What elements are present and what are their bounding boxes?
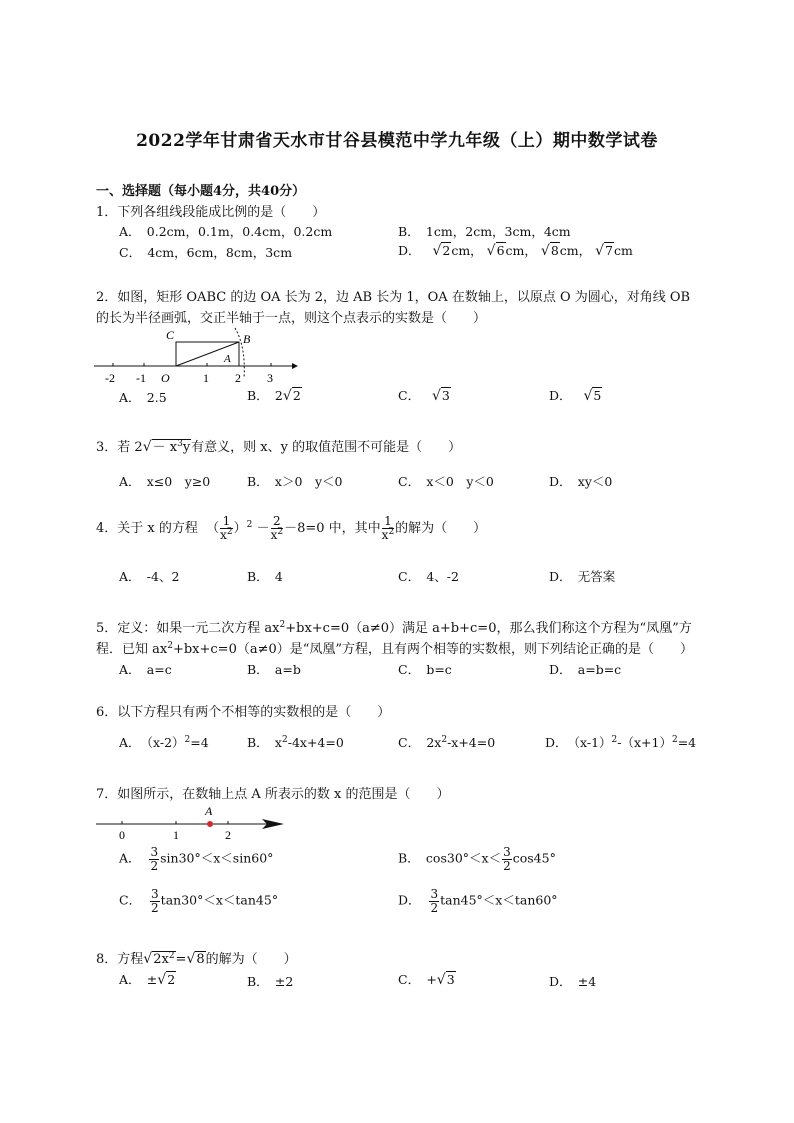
question-8-option-d: D． ±4 (549, 974, 597, 989)
fig-label-c: C (166, 328, 175, 342)
question-7-stem: 7．如图所示，在数轴上点 A 所表示的数 x 的范围是（ ） (96, 787, 450, 802)
fig-tick-minus-1: -1 (136, 371, 146, 385)
question-3-option-a: A． x≤0 y≥0 (119, 474, 211, 489)
question-3-option-b: B． x＞0 y＜0 (247, 474, 343, 489)
question-2-option-b: B． 2√2 (247, 388, 301, 404)
question-4-option-d: D． 无答案 (549, 569, 616, 584)
question-1-option-c: C． 4cm，6cm，8cm，3cm (119, 245, 293, 260)
question-8-option-b: B． ±2 (247, 974, 294, 989)
question-2-option-c: C． √3 (398, 388, 450, 404)
question-6-option-b: B． $x^2-4x+4=0$ (247, 735, 344, 750)
fig-tick-2: 2 (235, 371, 241, 385)
question-2-stem-line1: 2．如图，矩形 OABC 的边 OA 长为 2，边 AB 长为 1，OA 在数轴上，以原点 O 为圆心，对角线 OB (96, 290, 691, 305)
fig-tick-minus-2: -2 (105, 371, 115, 385)
question-7-option-b: B． cos30°＜x＜ $\frac{3}{2}$ cos45° (398, 845, 556, 873)
question-7-option-c: C． $\frac{3}{2}$ tan30°＜x＜tan45° (119, 887, 279, 915)
question-6-option-a: A． $(x-2)^2=4$ (119, 735, 209, 750)
question-2-stem-line2: 的长为半径画弧，交正半轴于一点，则这个点表示的实数是（ ） (96, 311, 487, 326)
question-2-option-a: A． 2.5 (119, 390, 167, 405)
question-8-option-c: C． +√3 (398, 972, 455, 988)
section-heading: 一、选择题（每小题4分，共40分） (96, 184, 306, 199)
question-4-option-a: A． -4、2 (119, 569, 180, 584)
fig-tick-1: 1 (173, 828, 179, 842)
question-4-option-b: B． 4 (247, 569, 283, 584)
question-6-option-c: C． $2x^2-x+4=0$ (398, 735, 496, 750)
question-2-number-line-figure (90, 322, 300, 386)
question-7-option-d: D． $\frac{3}{2}$ tan45°＜x＜tan60° (398, 887, 558, 915)
question-4-stem: 4．关于 x 的方程 （ $\frac{1}{x^2}$ ）$^2$ － $\frac{2}{x^2}$ －8=0 中，其中 $\frac{1}{x^2}$ 的解为（ ） (96, 514, 487, 542)
question-5-option-a: A． a=c (119, 662, 172, 677)
question-6-stem: 6．以下方程只有两个不相等的实数根的是（ ） (96, 705, 391, 720)
question-1-stem: 1．下列各组线段能成比例的是（ ） (96, 205, 326, 220)
question-5-stem-line2: 程．已知 $ax^2+bx+c=0(a\ne 0)$是“凤凰”方程，且有两个相等的实数根，则下列结论正确的是（ ） (96, 641, 694, 657)
fig-label-b: B (243, 332, 251, 346)
question-2-option-d: D． √5 (549, 388, 602, 404)
question-8-option-a: A． ±√2 (119, 972, 176, 988)
question-3-option-d: D． xy＜0 (549, 474, 613, 489)
question-1-option-b: B． 1cm，2cm，3cm，4cm (398, 224, 571, 239)
question-5-option-b: B． a=b (247, 662, 301, 677)
question-4-option-c: C． 4、-2 (398, 569, 459, 584)
question-1-option-a: A． 0.2cm，0.1m，0.4cm，0.2cm (119, 224, 333, 239)
question-3-stem: 3．若 $2√- x^3y$有意义，则 x、y 的取值范围不可能是（ ） (96, 439, 462, 455)
fig-tick-1: 1 (203, 371, 209, 385)
point-a-marker (207, 821, 213, 827)
question-3-option-c: C． x＜0 y＜0 (398, 474, 494, 489)
question-7-number-line-figure (94, 802, 290, 842)
question-7-option-a: A． $\frac{3}{2}$ sin30°＜x＜sin60° (119, 845, 274, 873)
question-5-option-c: C． b=c (398, 662, 452, 677)
fig-label-a: A (224, 353, 231, 365)
exam-title: 2022学年甘肃省天水市甘谷县模范中学九年级（上）期中数学试卷 (136, 131, 658, 151)
question-6-option-d: D． $(x-1)^2-(x+1)^2=4$ (545, 735, 697, 750)
fig-tick-3: 3 (267, 371, 273, 385)
fig-label-o: O (161, 371, 170, 385)
question-5-option-d: D． a=b=c (549, 662, 622, 677)
question-8-stem: 8．方程$√2x^2=√8$的解为（ ） (96, 951, 297, 967)
fig-tick-2: 2 (225, 828, 231, 842)
fig-tick-0: 0 (119, 828, 125, 842)
question-5-stem-line1: 5．定义：如果一元二次方程 $ax^2+bx+c=0(a\ne 0)$满足 a+b+c=0，那么我们称这个方程为“凤凰”方 (96, 620, 692, 636)
question-1-option-d: D． √2cm， √6cm， √8cm， √7cm (398, 243, 633, 259)
fig-label-point-a: A (205, 804, 213, 818)
